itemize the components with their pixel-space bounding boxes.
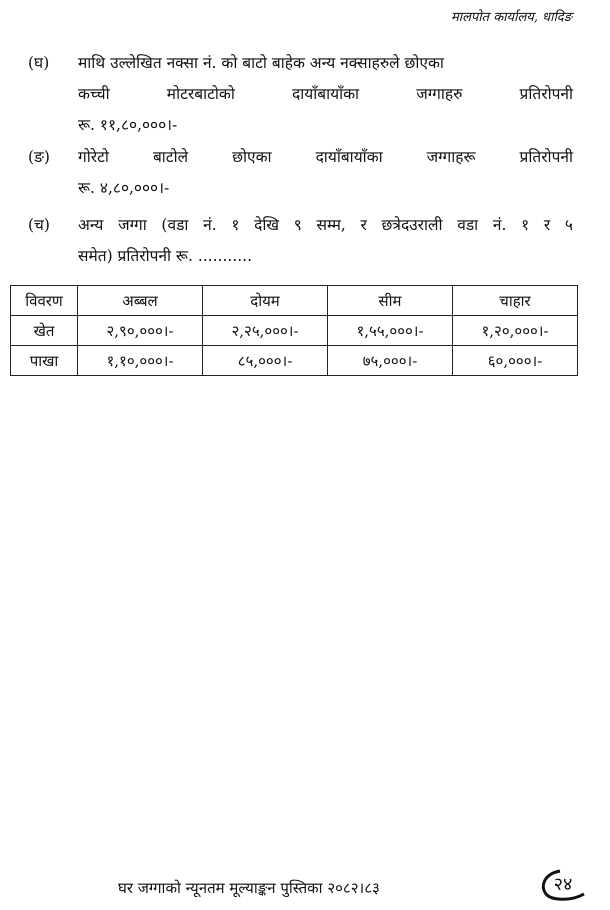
table-header-row <box>11 286 578 316</box>
land-rate-table <box>10 285 578 376</box>
column-header: चाहार <box>453 286 578 316</box>
table-cell: १,२०,०००।- <box>453 316 578 346</box>
table-cell: २,९०,०००।- <box>78 316 203 346</box>
column-header: सीम <box>328 286 453 316</box>
table-cell: ८५,०००।- <box>203 346 328 376</box>
table-cell: २,२५,०००।- <box>203 316 328 346</box>
table-cell: खेत <box>11 316 78 346</box>
item-line: कच्ची मोटरबाटोको दायाँबायाँका जग्गाहरु प्रतिरोपनी <box>78 85 573 103</box>
office-header: मालपोत कार्यालय, धादिङ <box>450 10 572 25</box>
page-number <box>538 868 588 902</box>
item-marker: (घ) <box>28 54 50 72</box>
column-header: दोयम <box>203 286 328 316</box>
table-row <box>11 316 578 346</box>
page-number-text: २४ <box>553 874 573 895</box>
table-cell: पाखा <box>11 346 78 376</box>
table-cell: ६०,०००।- <box>453 346 578 376</box>
item-line: रू. ४,८०,०००।- <box>78 179 170 197</box>
item-gha <box>28 48 573 141</box>
item-cha <box>28 210 573 272</box>
item-line: माथि उल्लेखित नक्सा नं. को बाटो बाहेक अन्य नक्साहरुले छोएका <box>78 54 444 72</box>
table-cell: १,५५,०००।- <box>328 316 453 346</box>
item-line: रू. ११,८०,०००।- <box>78 116 178 134</box>
item-marker: (च) <box>28 216 50 234</box>
item-nga <box>28 142 573 204</box>
item-marker: (ङ) <box>28 148 50 166</box>
table-cell: १,१०,०००।- <box>78 346 203 376</box>
column-header: विवरण <box>11 286 78 316</box>
item-line: अन्य जग्गा (वडा नं. १ देखि ९ सम्म, र छत्रेदउराली वडा नं. १ र ५ <box>78 216 573 234</box>
table-cell: ७५,०००।- <box>328 346 453 376</box>
item-line: गोरेटो बाटोले छोएका दायाँबायाँका जग्गाहरू प्रतिरोपनी <box>78 148 573 166</box>
footer-title: घर जग्गाको न्यूनतम मूल्याङ्कन पुस्तिका २०८२।८३ <box>118 879 380 897</box>
table-row <box>11 346 578 376</box>
column-header: अब्बल <box>78 286 203 316</box>
item-line: समेत) प्रतिरोपनी रू. ........... <box>78 247 253 265</box>
